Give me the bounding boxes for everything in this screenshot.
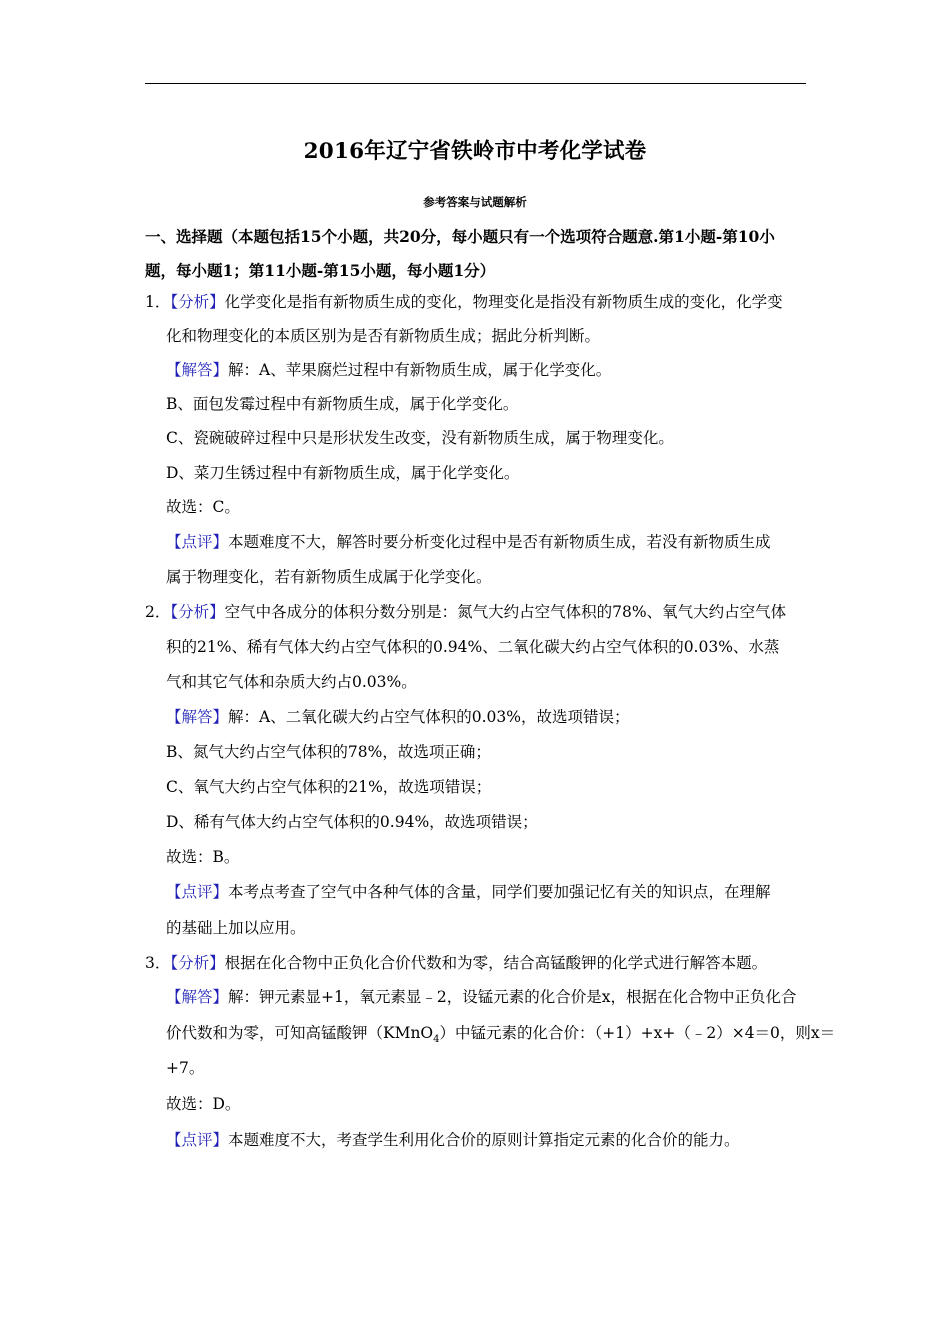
q1-comment-tag: 【点评】 — [166, 533, 229, 551]
q2-number: 2． — [145, 603, 171, 621]
q1-answer-line-1 — [166, 360, 611, 380]
q2-answer-line-1 — [166, 707, 629, 727]
q1-comment-line-1 — [166, 532, 771, 552]
header-rule — [145, 83, 806, 84]
q3-answer-text-2a: 价代数和为零，可知高锰酸钾（KMnO — [166, 1024, 434, 1042]
q2-answer-tag: 【解答】 — [166, 708, 229, 726]
q2-answer-text-1: 解：A、二氧化碳大约占空气体积的0.03%，故选项错误； — [228, 708, 630, 726]
section-heading-line-2: 题，每小题1；第11小题-第15小题，每小题1分） — [145, 261, 496, 280]
q3-number: 3． — [145, 954, 171, 972]
q2-comment-line-1 — [166, 882, 771, 902]
q1-comment-line-2: 属于物理变化，若有新物质生成属于化学变化。 — [166, 568, 492, 586]
q3-comment-tag: 【点评】 — [166, 1131, 229, 1149]
q2-analysis-text-1: 空气中各成分的体积分数分别是：氮气大约占空气体积的78%、氧气大约占空气体 — [224, 603, 787, 621]
q2-analysis-line-3: 气和其它气体和杂质大约占0.03%。 — [166, 673, 417, 691]
q1-comment-text-1: 本题难度不大，解答时要分析变化过程中是否有新物质生成，若没有新物质生成 — [228, 533, 771, 551]
q3-analysis-text-1: 根据在化合物中正负化合价代数和为零，结合高锰酸钾的化学式进行解答本题。 — [224, 954, 768, 972]
q1-answer-tag: 【解答】 — [166, 361, 229, 379]
q2-answer-line-3: C、氧气大约占空气体积的21%，故选项错误； — [166, 778, 492, 796]
q2-analysis-tag: 【分析】 — [170, 603, 225, 621]
q2-answer-line-4: D、稀有气体大约占空气体积的0.94%，故选项错误； — [166, 813, 538, 831]
q3-formula-subscript: 4 — [433, 1034, 440, 1046]
q2-comment-line-2: 的基础上加以应用。 — [166, 919, 306, 937]
q1-number: 1． — [145, 293, 171, 311]
q3-analysis-line-1 — [145, 953, 767, 973]
q3-answer-line-1 — [166, 987, 796, 1007]
q3-analysis-tag: 【分析】 — [170, 954, 225, 972]
q1-analysis-tag: 【分析】 — [170, 293, 225, 311]
page-subtitle: 参考答案与试题解析 — [423, 195, 527, 209]
section-heading — [145, 220, 810, 288]
q2-answer-line-2: B、氮气大约占空气体积的78%，故选项正确； — [166, 743, 491, 761]
q3-answer-text-1: 解：钾元素显+1，氧元素显﹣2，设锰元素的化合价是x，根据在化合物中正负化合 — [228, 988, 797, 1006]
q1-analysis-text-1: 化学变化是指有新物质生成的变化，物理变化是指没有新物质生成的变化，化学变 — [224, 293, 783, 311]
q3-choice: 故选：D。 — [166, 1095, 241, 1113]
q3-answer-tag: 【解答】 — [166, 988, 229, 1006]
q1-analysis-line-1 — [145, 292, 783, 312]
q1-answer-line-2: B、面包发霉过程中有新物质生成，属于化学变化。 — [166, 395, 519, 413]
q2-analysis-line-2: 积的21%、稀有气体大约占空气体积的0.94%、二氧化碳大约占空气体积的0.03%、水蒸 — [166, 638, 780, 656]
q2-choice: 故选：B。 — [166, 848, 240, 866]
q2-comment-tag: 【点评】 — [166, 883, 229, 901]
section-heading-line-1: 一、选择题（本题包括15个小题，共20分，每小题只有一个选项符合题意.第1小题-第10小 — [145, 227, 775, 246]
q1-choice: 故选：C。 — [166, 498, 240, 516]
q2-analysis-line-1 — [145, 602, 786, 622]
q1-answer-text-1: 解：A、苹果腐烂过程中有新物质生成，属于化学变化。 — [228, 361, 612, 379]
q3-comment-text-1: 本题难度不大，考查学生利用化合价的原则计算指定元素的化合价的能力。 — [228, 1131, 740, 1149]
q1-analysis-line-2: 化和物理变化的本质区别为是否有新物质生成；据此分析判断。 — [166, 327, 601, 345]
q3-answer-line-2 — [166, 1023, 835, 1050]
q3-answer-line-3: +7。 — [166, 1059, 205, 1077]
q1-answer-line-3: C、瓷碗破碎过程中只是形状发生改变，没有新物质生成，属于物理变化。 — [166, 429, 674, 447]
page-title: 2016年辽宁省铁岭市中考化学试卷 — [303, 139, 647, 164]
q2-comment-text-1: 本考点考查了空气中各种气体的含量，同学们要加强记忆有关的知识点，在理解 — [228, 883, 771, 901]
q3-comment-line-1 — [166, 1130, 740, 1150]
q1-answer-line-4: D、菜刀生锈过程中有新物质生成，属于化学变化。 — [166, 464, 520, 482]
q3-answer-text-2b: ）中锰元素的化合价：（+1）+x+（﹣2）×4＝0，则x＝ — [439, 1024, 836, 1042]
